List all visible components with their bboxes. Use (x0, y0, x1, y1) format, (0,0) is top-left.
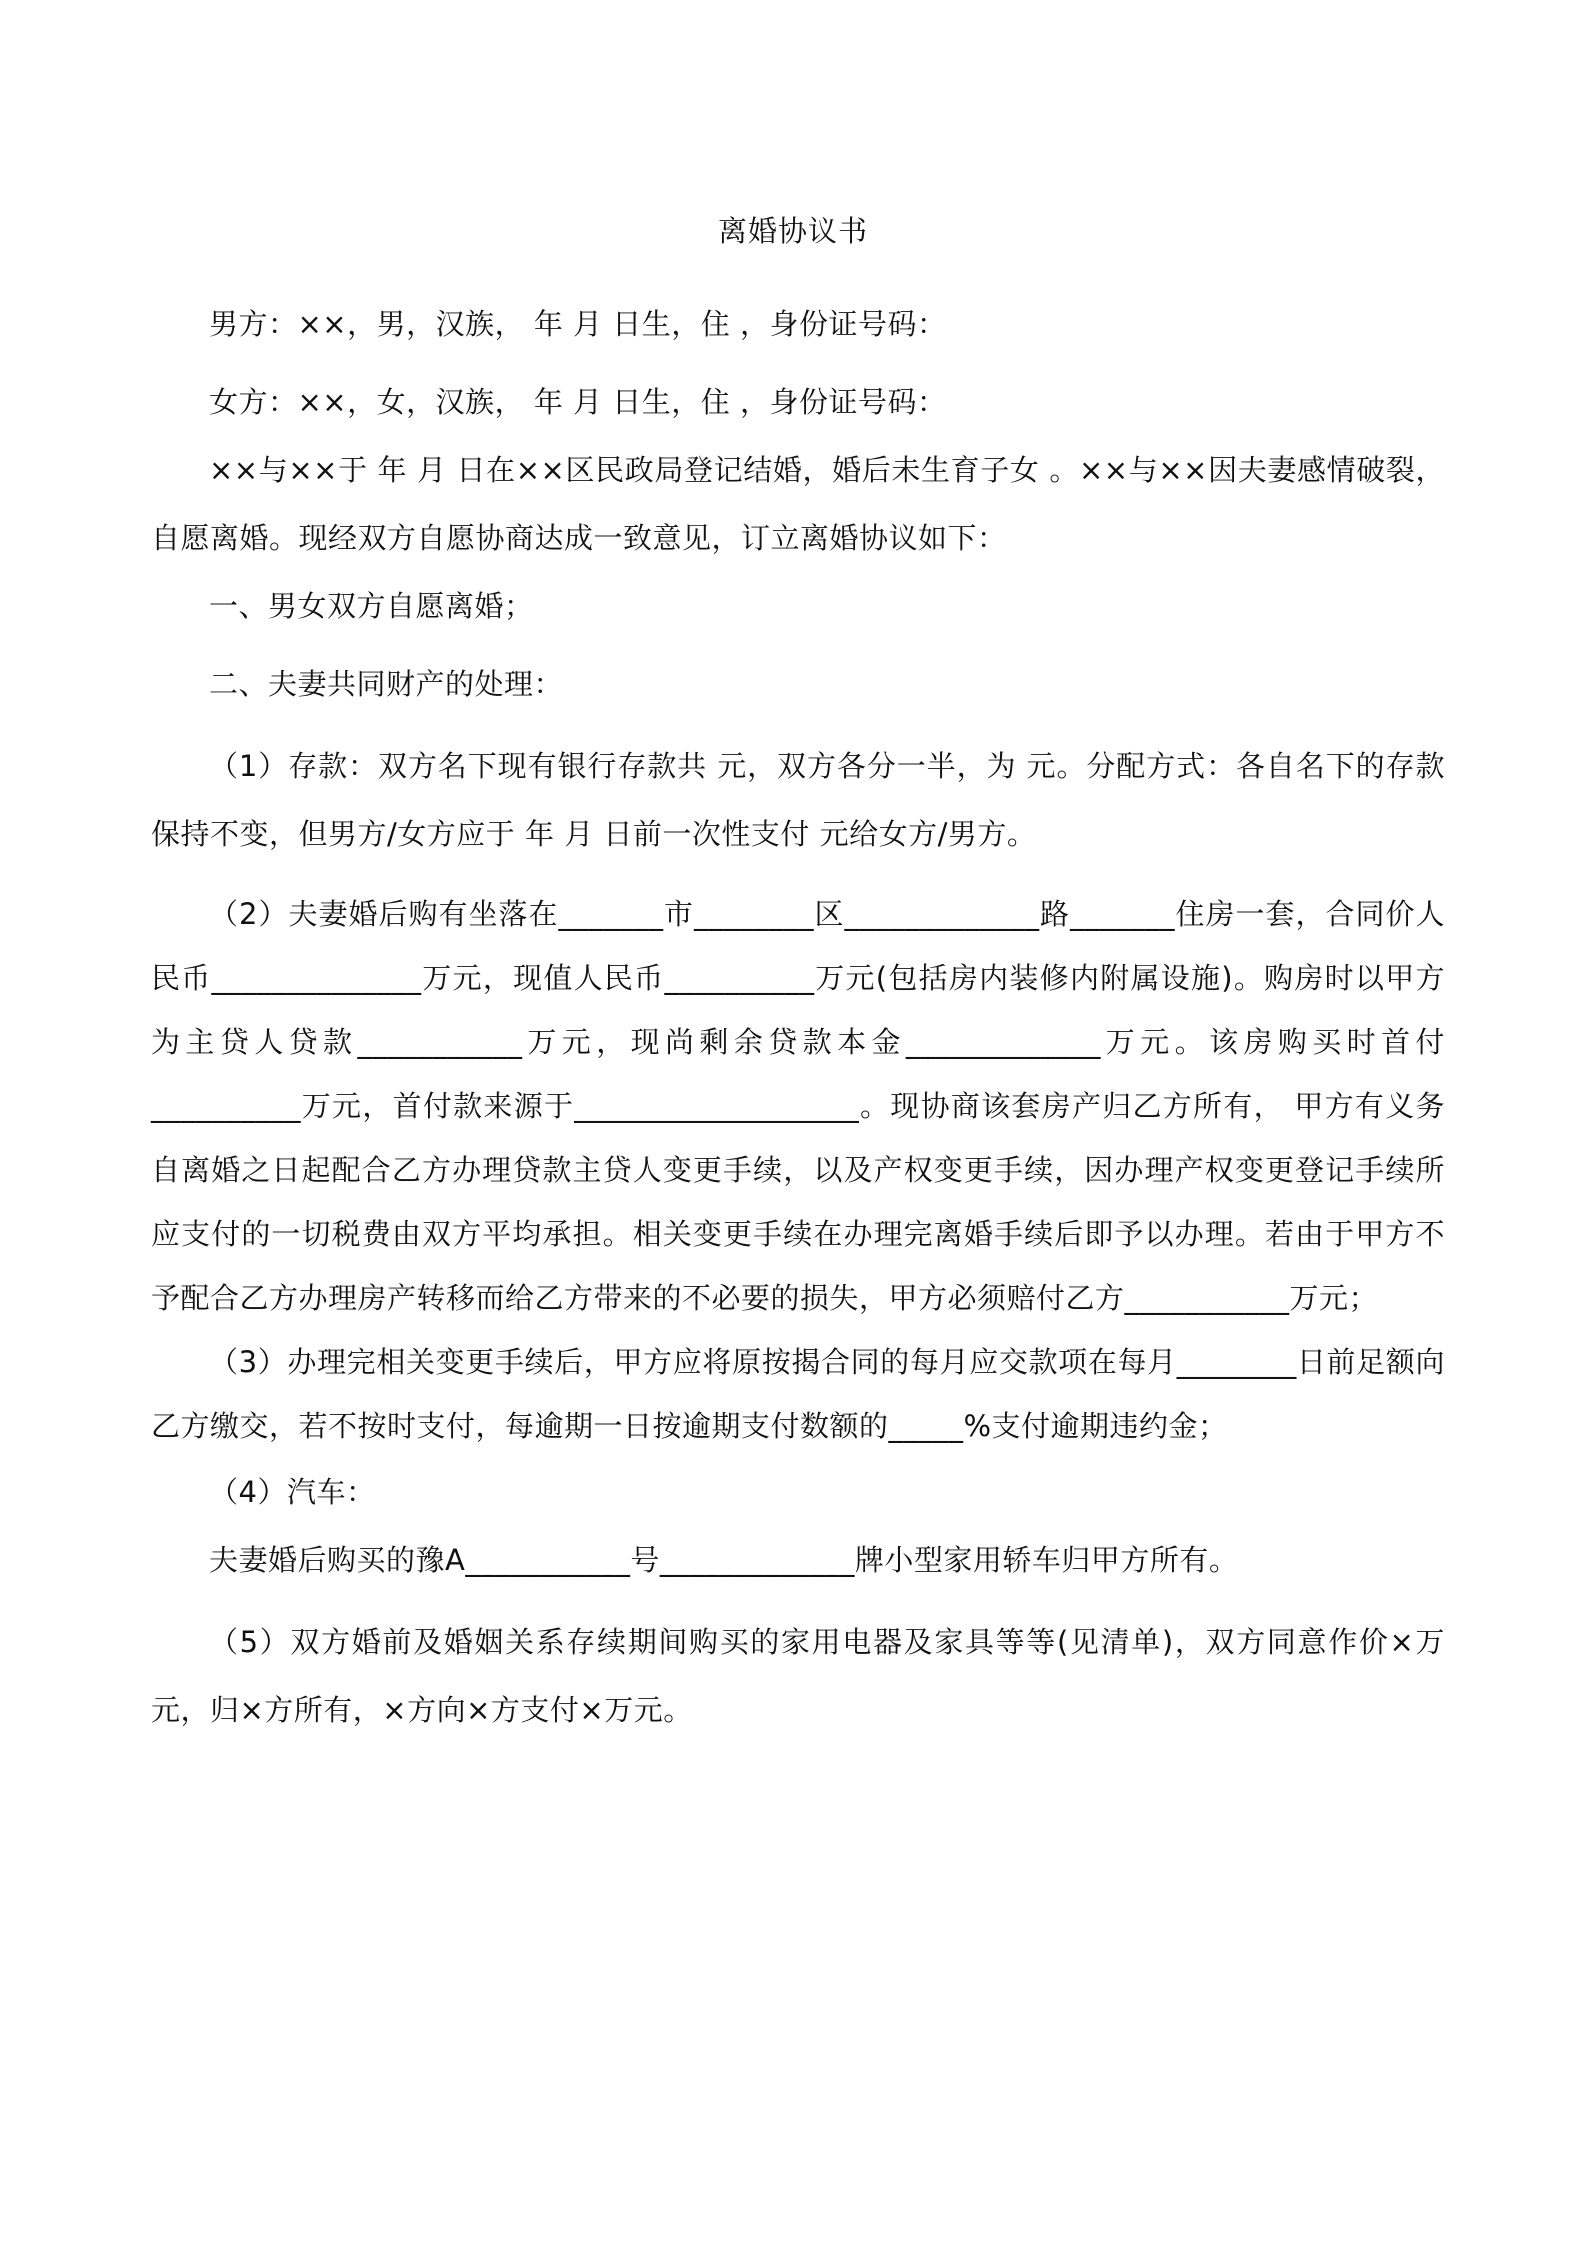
paragraph-car: 夫妻婚后购买的豫A___________号_____________牌小型家用轿车归甲方所有。 (209, 1543, 1239, 1577)
paragraph-clause-2: 二、夫妻共同财产的处理： (209, 667, 564, 701)
paragraph-deposit: （1）存款：双方名下现有银行存款共 元，双方各分一半，为 元。分配方式：各自名下的存款保持不变，但男方/女方应于 年 月 日前一次性支付 元给女方/男方。 (151, 749, 1445, 851)
paragraph-furniture: （5）双方婚前及婚姻关系存续期间购买的家用电器及家具等等(见清单)，双方同意作价×万元，归×方所有，×方向×方支付×万元。 (151, 1625, 1445, 1727)
paragraph-car-heading: （4）汽车： (209, 1475, 376, 1509)
paragraph-house: （2）夫妻婚后购有坐落在_______市________区_____________路_______住房一套，合同价人民币______________万元，现值人民币__________万元(包括房内装修内附属设施)。购房时以甲方为主贷人贷款___________万元，现尚剩余贷款本金_____________万元。该房购买时首付__________万元，首付款来源于___________________。现协商该套房产归乙方所有， 甲方有义务自离婚之日起配合乙方办理贷款主贷人变更手续，以及产权变更手续，因办理产权变更登记手续所应支付的一切税费由双方平均承担。相关变更手续在办理完离婚手续后即予以办理。若由于甲方不予配合乙方办理房产转移而给乙方带来的不必要的损失，甲方必须赔付乙方___________万元； (151, 897, 1445, 1315)
paragraph-clause-1: 一、男女双方自愿离婚； (209, 589, 534, 623)
paragraph-male-party: 男方：××，男，汉族， 年 月 日生，住 ，身份证号码： (209, 307, 947, 341)
document-body (151, 290, 1445, 1744)
paragraph-mortgage: （3）办理完相关变更手续后，甲方应将原按揭合同的每月应交款项在每月________日前足额向乙方缴交，若不按时支付，每逾期一日按逾期支付数额的_____%支付逾期违约金； (151, 1345, 1445, 1443)
paragraph-marriage-info: ××与××于 年 月 日在××区民政局登记结婚，婚后未生育子女 。××与××因夫妻感情破裂，自愿离婚。现经双方自愿协商达成一致意见，订立离婚协议如下： (151, 453, 1445, 555)
paragraph-female-party: 女方：××，女，汉族， 年 月 日生，住 ，身份证号码： (209, 385, 947, 419)
document-title: 离婚协议书 (717, 214, 868, 248)
